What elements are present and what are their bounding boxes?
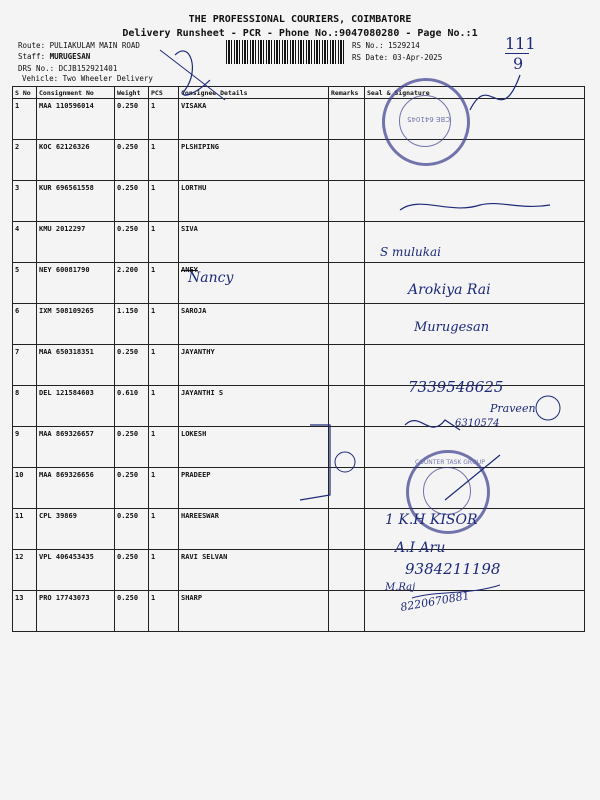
company-seal-stamp: CBE 641045 (382, 78, 470, 166)
consignment-cell: MAA 110596014 (37, 99, 115, 140)
consignment-cell: MAA 650318351 (37, 345, 115, 386)
route-info: Route: PULIAKULAM MAIN ROAD (18, 41, 140, 50)
signature-cell (365, 591, 585, 632)
consignee-cell: SHARP (179, 591, 329, 632)
remarks-cell (329, 591, 365, 632)
consignee-cell: JAYANTHI S (179, 386, 329, 427)
weight-cell: 1.150 (115, 304, 149, 345)
pcs-cell: 1 (149, 140, 179, 181)
table-row (13, 181, 585, 222)
pcs-cell: 1 (149, 550, 179, 591)
weight-cell: 0.250 (115, 591, 149, 632)
barcode (226, 40, 344, 64)
pcs-cell: 1 (149, 386, 179, 427)
weight-cell: 0.250 (115, 427, 149, 468)
weight-cell: 0.250 (115, 99, 149, 140)
consignee-cell: LOKESH (179, 427, 329, 468)
weight-cell: 0.250 (115, 550, 149, 591)
consignment-cell: NEY 60081790 (37, 263, 115, 304)
table-row (13, 509, 585, 550)
remarks-cell (329, 468, 365, 509)
pcs-cell: 1 (149, 222, 179, 263)
handwritten-phone-row8: 7339548625 (408, 378, 504, 396)
consignment-cell: MAA 869326656 (37, 468, 115, 509)
consignee-cell: VISAKA (179, 99, 329, 140)
table-row (13, 222, 585, 263)
pcs-cell: 1 (149, 427, 179, 468)
staff-name: MURUGESAN (49, 52, 91, 61)
counter-task-group-stamp: COUNTER TASK GROUP (406, 450, 490, 534)
rs-date: RS Date: 03-Apr-2025 (352, 53, 443, 62)
handwritten-consignee-name: Nancy (188, 270, 234, 286)
rs-number: RS No.: 1529214 (352, 41, 420, 50)
consignment-cell: PRO 17743073 (37, 591, 115, 632)
consignee-cell: HAREESWAR (179, 509, 329, 550)
handwritten-signature-row8b: Praveen (490, 402, 536, 415)
col-consignment: Consignment No (37, 87, 115, 99)
table-header-row (13, 87, 585, 99)
consignee-cell: PLSHIPING (179, 140, 329, 181)
sno-cell: 7 (13, 345, 37, 386)
handwritten-signature-row5: Arokiya Rai (408, 282, 491, 298)
handwritten-signature-row9: 6310574 (455, 418, 500, 429)
remarks-cell (329, 99, 365, 140)
weight-cell: 0.250 (115, 509, 149, 550)
remarks-cell (329, 427, 365, 468)
table-row (13, 140, 585, 181)
remarks-cell (329, 222, 365, 263)
sno-cell: 12 (13, 550, 37, 591)
sno-cell: 1 (13, 99, 37, 140)
consignment-cell: DEL 121584603 (37, 386, 115, 427)
pcs-cell: 1 (149, 468, 179, 509)
remarks-cell (329, 345, 365, 386)
consignee-cell: RAVI SELVAN (179, 550, 329, 591)
sno-cell: 8 (13, 386, 37, 427)
consignment-cell: CPL 39869 (37, 509, 115, 550)
consignment-cell: KOC 62126326 (37, 140, 115, 181)
pcs-cell: 1 (149, 181, 179, 222)
sno-cell: 5 (13, 263, 37, 304)
remarks-cell (329, 386, 365, 427)
col-weight: Weight (115, 87, 149, 99)
handwritten-signature-row13: M.Raj (385, 582, 416, 593)
sno-cell: 10 (13, 468, 37, 509)
remarks-cell (329, 304, 365, 345)
pcs-cell: 1 (149, 99, 179, 140)
col-sno: S No (13, 87, 37, 99)
weight-cell: 0.250 (115, 181, 149, 222)
handwritten-signature-row11: 1 K.H KISOR (385, 512, 478, 528)
handwritten-signature-row4: S mulukai (380, 245, 441, 259)
sno-cell: 11 (13, 509, 37, 550)
handwritten-phone-row12: 9384211198 (405, 560, 501, 578)
handwritten-signature-row6: Murugesan (414, 320, 490, 335)
col-pcs: PCS (149, 87, 179, 99)
weight-cell: 0.250 (115, 345, 149, 386)
staff-info (18, 51, 90, 62)
col-consignee: Consignee Details (179, 87, 329, 99)
consignee-cell: JAYANTHY (179, 345, 329, 386)
runsheet-table (12, 86, 585, 632)
consignment-cell: VPL 406453435 (37, 550, 115, 591)
consignment-cell: KMU 2012297 (37, 222, 115, 263)
weight-cell: 0.250 (115, 222, 149, 263)
document-title: THE PROFESSIONAL COURIERS, COIMBATORE (188, 14, 412, 25)
sno-cell: 6 (13, 304, 37, 345)
sno-cell: 4 (13, 222, 37, 263)
struck-name: ANEY (181, 266, 198, 274)
consignment-cell: KUR 696561558 (37, 181, 115, 222)
handwritten-signature-row12: A.I Aru (395, 540, 446, 556)
remarks-cell (329, 263, 365, 304)
signature-cell (365, 181, 585, 222)
col-seal-signature: Seal & Signature (365, 87, 585, 99)
consignment-cell: MAA 869326657 (37, 427, 115, 468)
remarks-cell (329, 550, 365, 591)
pcs-cell: 1 (149, 509, 179, 550)
pcs-cell: 1 (149, 263, 179, 304)
sno-cell: 2 (13, 140, 37, 181)
consignee-cell: SIVA (179, 222, 329, 263)
table-row (13, 263, 585, 304)
table-row (13, 304, 585, 345)
consignee-cell: LORTHU (179, 181, 329, 222)
weight-cell: 0.250 (115, 140, 149, 181)
weight-cell: 0.250 (115, 468, 149, 509)
table-row (13, 99, 585, 140)
consignment-cell: IXM 508109265 (37, 304, 115, 345)
weight-cell: 0.610 (115, 386, 149, 427)
document-subtitle: Delivery Runsheet - PCR - Phone No.:9047080280 - Page No.:1 (122, 28, 478, 39)
sno-cell: 3 (13, 181, 37, 222)
pcs-cell: 1 (149, 591, 179, 632)
pcs-cell: 1 (149, 345, 179, 386)
weight-cell: 2.200 (115, 263, 149, 304)
vehicle-info: Vehicle: Two Wheeler Delivery (22, 74, 153, 83)
table-row (13, 427, 585, 468)
pcs-cell: 1 (149, 304, 179, 345)
remarks-cell (329, 509, 365, 550)
sno-cell: 9 (13, 427, 37, 468)
table-row (13, 591, 585, 632)
sno-cell: 13 (13, 591, 37, 632)
col-remarks: Remarks (329, 87, 365, 99)
staff-label: Staff: (18, 52, 46, 61)
drs-number: DRS No.: DCJB152921401 (18, 64, 118, 73)
remarks-cell (329, 181, 365, 222)
table-row (13, 468, 585, 509)
handwritten-phone-row13: 8220670881 (399, 589, 471, 614)
handwritten-page-note: 111 9 (505, 34, 536, 73)
remarks-cell (329, 140, 365, 181)
consignee-cell: SAROJA (179, 304, 329, 345)
consignee-cell: PRADEEP (179, 468, 329, 509)
